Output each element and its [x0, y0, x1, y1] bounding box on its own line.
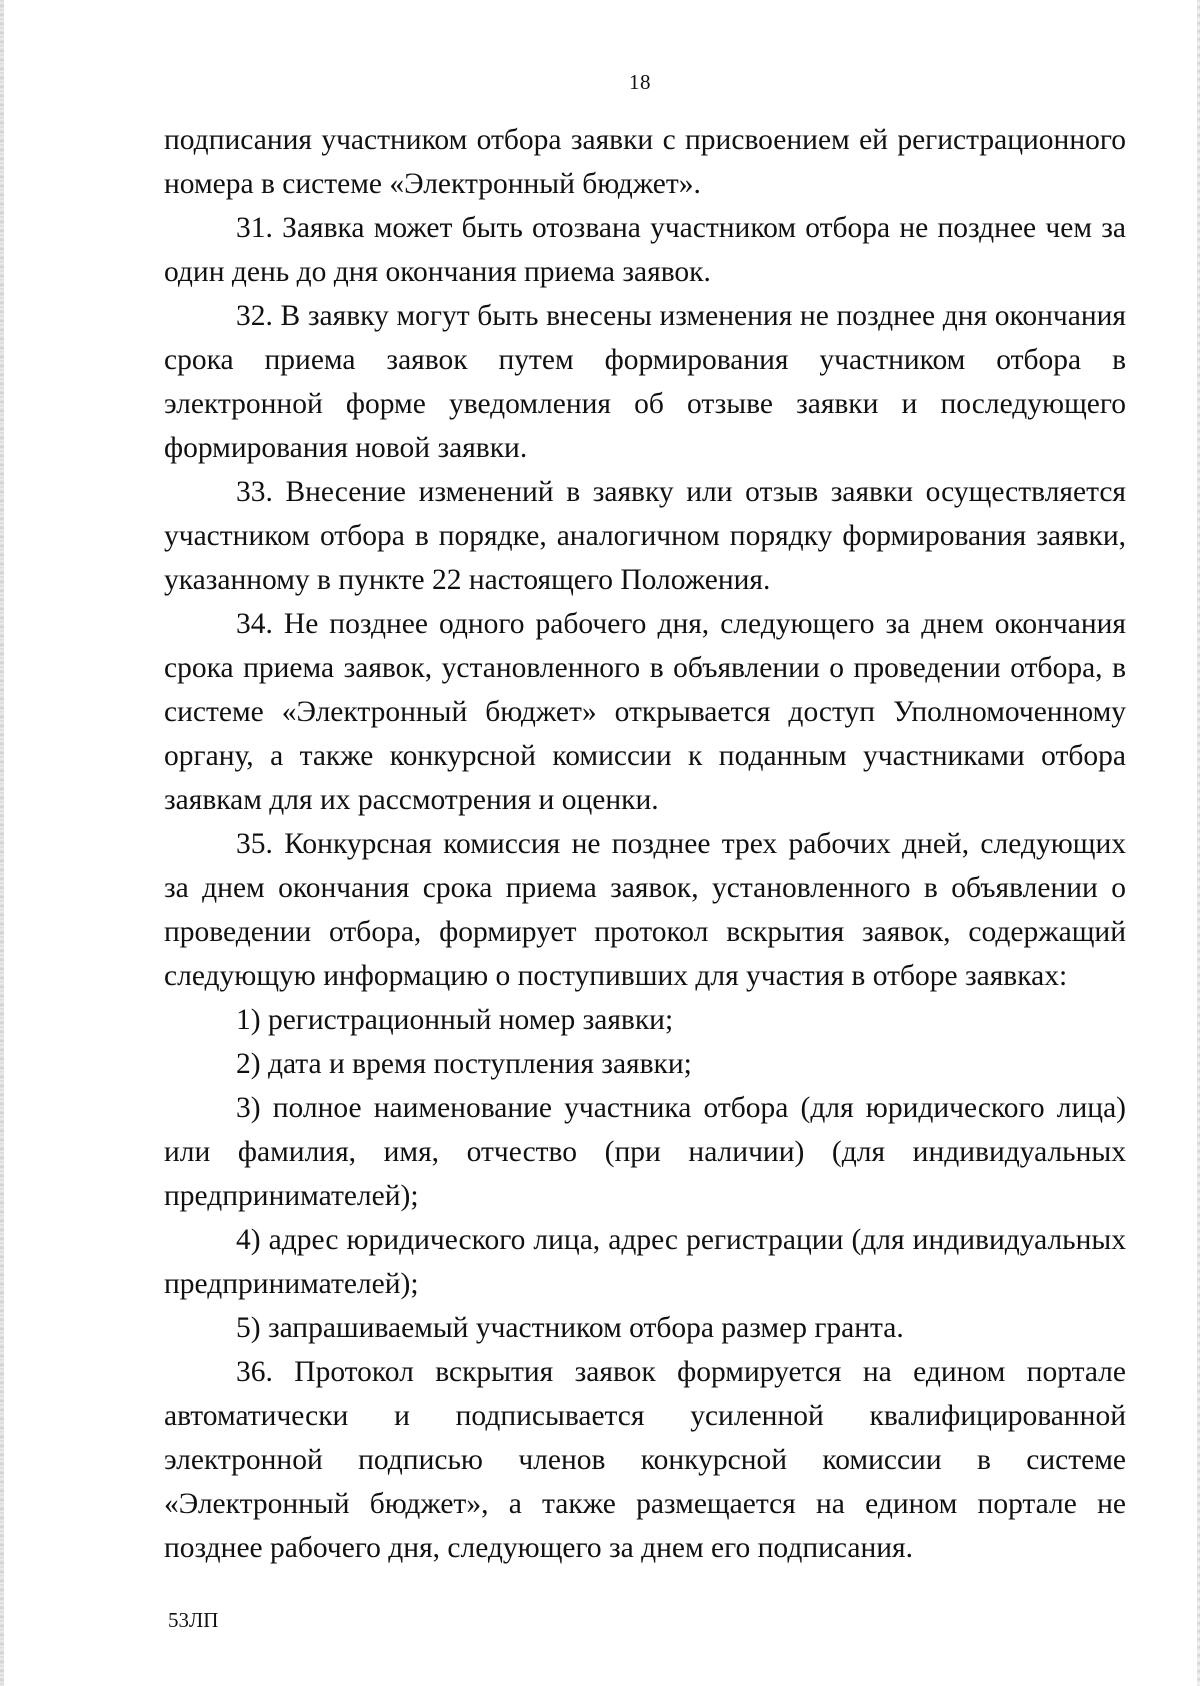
paragraph-32: 32. В заявку могут быть внесены изменения не позднее дня окончания срока приема заявок путем формирования участником отбора в электронной форме уведомления об отзыве заявки и последующего формирования новой заявки. — [164, 300, 1126, 464]
paragraph-33: 33. Внесение изменений в заявку или отзыв заявки осуществляется участником отбора в порядке, аналогичном порядку формирования заявки, указанному в пункте 22 настоящего Положения. — [164, 476, 1126, 596]
list-item-35-1: 1) регистрационный номер заявки; — [236, 1004, 674, 1036]
paragraph-35: 35. Конкурсная комиссия не позднее трех рабочих дней, следующих за днем окончания срока приема заявок, установленного в объявлении о проведении отбора, формирует протокол вскрытия заявок, содержащий следующую информацию о поступивших для участия в отборе заявках: — [164, 828, 1126, 992]
paragraph-31: 31. Заявка может быть отозвана участником отбора не позднее чем за один день до дня окончания приема заявок. — [164, 212, 1126, 288]
document-body — [164, 118, 1126, 1570]
list-item-35-3: 3) полное наименование участника отбора (для юридического лица) или фамилия, имя, отчество (при наличии) (для индивидуальных предпринимателей); — [164, 1092, 1126, 1212]
page-number: 18 — [629, 70, 651, 94]
footer-document-code: 53ЛП — [168, 1608, 219, 1632]
paragraph-continuation: подписания участником отбора заявки с присвоением ей регистрационного номера в системе «Электронный бюджет». — [164, 124, 1126, 200]
list-item-35-2: 2) дата и время поступления заявки; — [236, 1048, 692, 1080]
list-item-35-5: 5) запрашиваемый участником отбора размер гранта. — [236, 1312, 904, 1344]
list-item-35-4: 4) адрес юридического лица, адрес регистрации (для индивидуальных предпринимателей); — [164, 1224, 1126, 1300]
paragraph-34: 34. Не позднее одного рабочего дня, следующего за днем окончания срока приема заявок, установленного в объявлении о проведении отбора, в системе «Электронный бюджет» открывается доступ Уполномоченному органу, а также конкурсной комиссии к поданным участниками отбора заявкам для их рассмотрения и оценки. — [164, 608, 1126, 816]
scan-edge-left — [0, 0, 4, 1686]
paragraph-36: 36. Протокол вскрытия заявок формируется на едином портале автоматически и подписывается усиленной квалифицированной электронной подписью членов конкурсной комиссии в системе «Электронный бюджет», а также размещается на едином портале не позднее рабочего дня, следующего за днем его подписания. — [164, 1356, 1126, 1564]
